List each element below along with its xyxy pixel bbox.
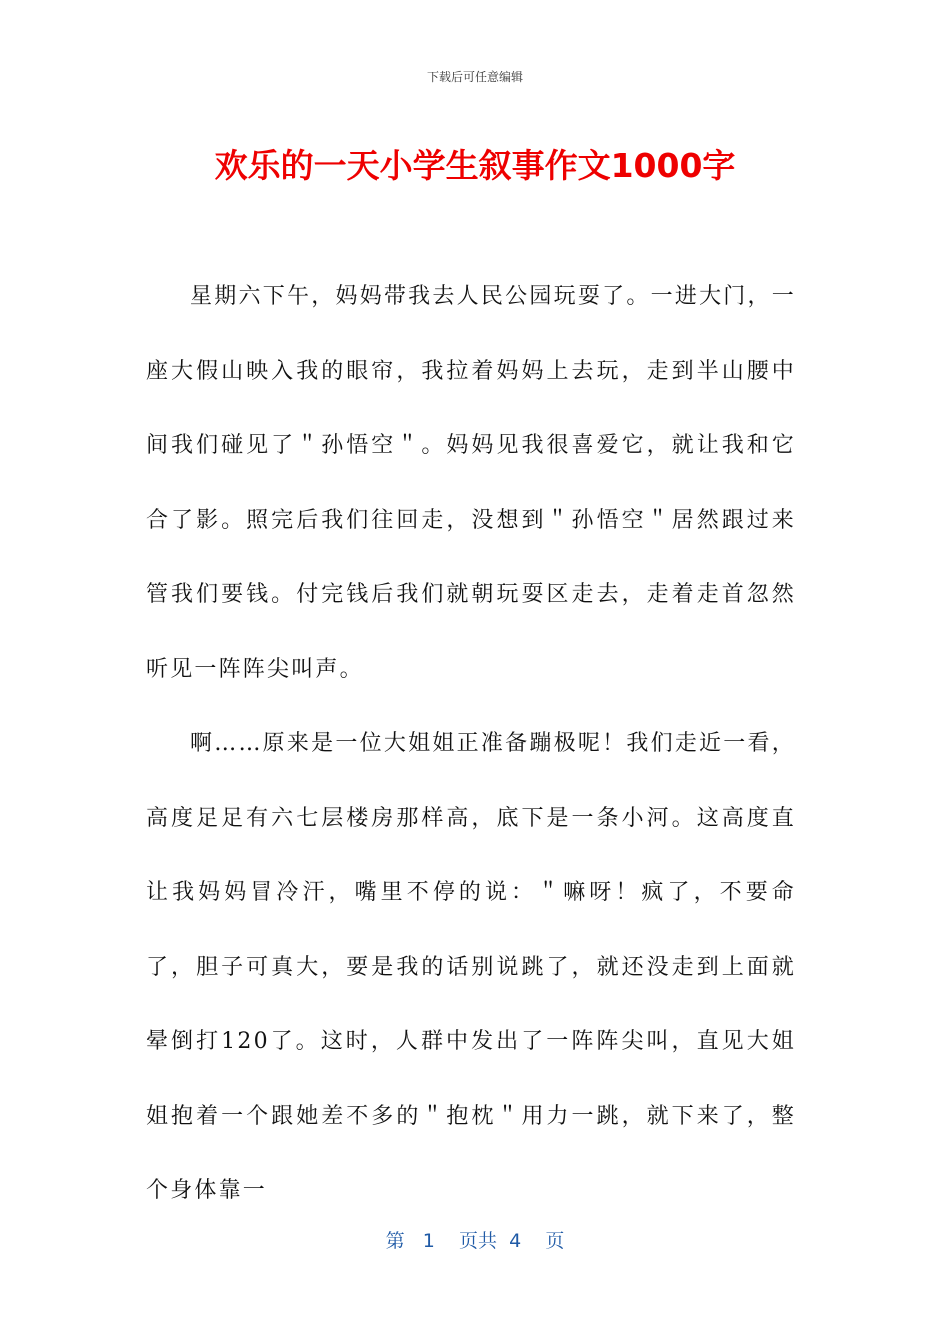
paragraph: 星期六下午，妈妈带我去人民公园玩耍了。一进大门，一座大假山映入我的眼帘，我拉着妈妈上去玩，走到半山腰中间我们碰见了＂孙悟空＂。妈妈见我很喜爱它，就让我和它合了影。照完后我们往回走，没想到＂孙悟空＂居然跟过来管我们要钱。付完钱后我们就朝玩耍区走去，走着走首忽然听见一阵阵尖叫声。 xyxy=(146,284,796,682)
page-footer xyxy=(0,1226,950,1253)
document-body xyxy=(146,260,796,1229)
document-title: 欢乐的一天小学生叙事作文1000字 xyxy=(214,146,736,185)
current-page-number: 1 xyxy=(422,1230,435,1252)
footer-prefix: 第 xyxy=(385,1230,405,1252)
footer-suffix: 页 xyxy=(545,1230,565,1252)
header-note: 下载后可任意编辑 xyxy=(426,70,523,84)
total-pages-number: 4 xyxy=(509,1230,522,1252)
footer-middle: 页共 xyxy=(459,1230,498,1252)
paragraph: 啊……原来是一位大姐姐正准备蹦极呢！我们走近一看，高度足足有六七层楼房那样高，底下是一条小河。这高度直让我妈妈冒冷汗，嘴里不停的说：＂嘛呀！疯了，不要命了，胆子可真大，要是我的话别说跳了，就还没走到上面就晕倒打120了。这时，人群中发出了一阵阵尖叫，直见大姐姐抱着一个跟她差不多的＂抱枕＂用力一跳，就下来了，整个身体靠一 xyxy=(146,731,796,1203)
